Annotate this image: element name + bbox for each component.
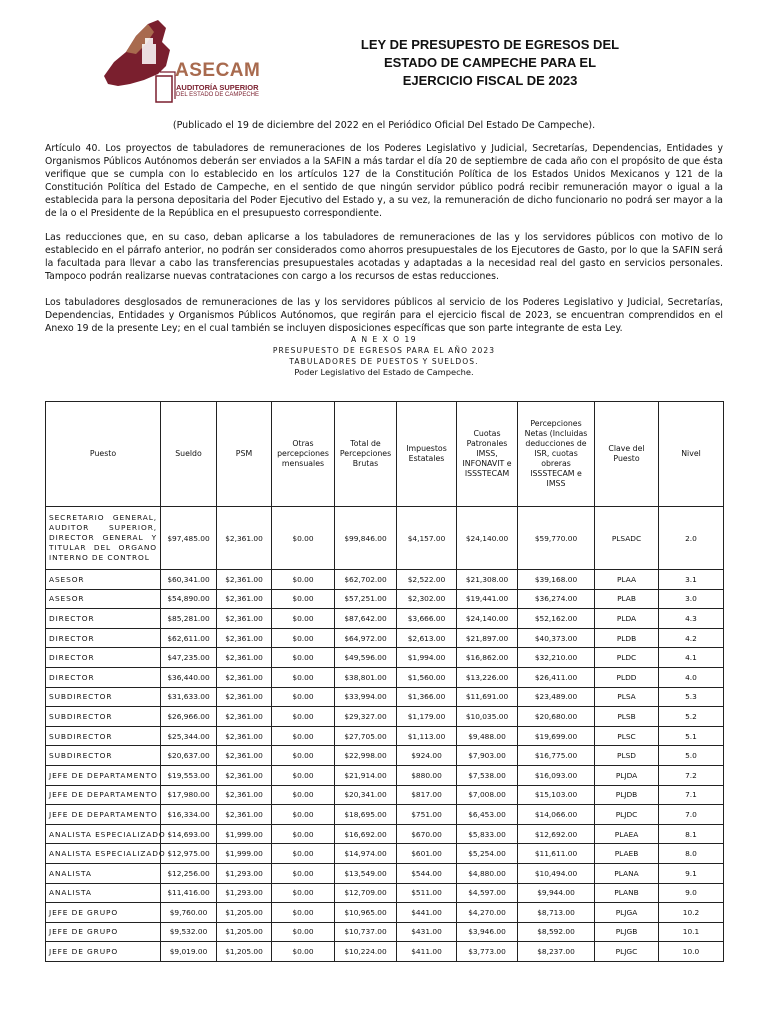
cell-impuestos: $2,522.00 xyxy=(397,570,457,590)
table-row xyxy=(46,570,724,590)
cell-impuestos: $1,994.00 xyxy=(397,648,457,668)
cell-nivel: 7.0 xyxy=(659,805,724,825)
cell-psm: $1,205.00 xyxy=(217,922,272,942)
header-sueldo: Sueldo xyxy=(161,402,217,507)
table-row xyxy=(46,863,724,883)
cell-sueldo: $36,440.00 xyxy=(161,667,217,687)
cell-clave: PLANB xyxy=(595,883,659,903)
cell-clave: PLDC xyxy=(595,648,659,668)
publication-note: (Publicado el 19 de diciembre del 2022 en el Periódico Oficial Del Estado De Campeche). xyxy=(172,120,596,131)
cell-puesto: ANALISTA ESPECIALIZADO xyxy=(46,844,161,864)
cell-puesto: SUBDIRECTOR xyxy=(46,726,161,746)
header-puesto: Puesto xyxy=(46,402,161,507)
cell-clave: PLSB xyxy=(595,707,659,727)
cell-clave: PLAEA xyxy=(595,824,659,844)
cell-cuotas: $10,035.00 xyxy=(457,707,518,727)
cell-impuestos: $544.00 xyxy=(397,863,457,883)
cell-total: $29,327.00 xyxy=(335,707,397,727)
cell-cuotas: $7,008.00 xyxy=(457,785,518,805)
cell-nivel: 7.1 xyxy=(659,785,724,805)
cell-sueldo: $9,019.00 xyxy=(161,942,217,962)
cell-clave: PLJDC xyxy=(595,805,659,825)
cell-impuestos: $511.00 xyxy=(397,883,457,903)
cell-sueldo: $47,235.00 xyxy=(161,648,217,668)
cell-total: $27,705.00 xyxy=(335,726,397,746)
header-impuestos: Impuestos Estatales xyxy=(397,402,457,507)
cell-netas: $12,692.00 xyxy=(518,824,595,844)
cell-clave: PLDD xyxy=(595,667,659,687)
table-row xyxy=(46,707,724,727)
header-clave-puesto: Clave del Puesto xyxy=(595,402,659,507)
cell-psm: $2,361.00 xyxy=(217,687,272,707)
document-title xyxy=(330,36,650,90)
cell-nivel: 2.0 xyxy=(659,507,724,570)
annex-tabulators-title: TABULADORES DE PUESTOS Y SUELDOS. xyxy=(289,357,479,366)
cell-sueldo: $31,633.00 xyxy=(161,687,217,707)
cell-psm: $2,361.00 xyxy=(217,507,272,570)
table-row xyxy=(46,746,724,766)
cell-clave: PLDA xyxy=(595,609,659,629)
header-percepciones-netas: Percepciones Netas (Incluidas deducciones de ISR, cuotas obreras ISSSTECAM e IMSS xyxy=(518,402,595,507)
cell-nivel: 9.0 xyxy=(659,883,724,903)
cell-total: $13,549.00 xyxy=(335,863,397,883)
cell-otras: $0.00 xyxy=(272,687,335,707)
cell-netas: $15,103.00 xyxy=(518,785,595,805)
cell-psm: $2,361.00 xyxy=(217,648,272,668)
cell-psm: $1,293.00 xyxy=(217,863,272,883)
header-total-percepciones: Total de Percepciones Brutas xyxy=(335,402,397,507)
cell-impuestos: $2,613.00 xyxy=(397,628,457,648)
annex-budget-title: PRESUPUESTO DE EGRESOS PARA EL AÑO 2023 xyxy=(272,346,496,355)
cell-nivel: 5.1 xyxy=(659,726,724,746)
cell-psm: $2,361.00 xyxy=(217,609,272,629)
header-otras-percepciones: Otras percepciones mensuales xyxy=(272,402,335,507)
cell-psm: $1,205.00 xyxy=(217,903,272,923)
cell-psm: $2,361.00 xyxy=(217,570,272,590)
table-row xyxy=(46,922,724,942)
cell-clave: PLAEB xyxy=(595,844,659,864)
cell-total: $38,801.00 xyxy=(335,667,397,687)
table-row xyxy=(46,648,724,668)
cell-netas: $8,713.00 xyxy=(518,903,595,923)
header-nivel: Nivel xyxy=(659,402,724,507)
cell-otras: $0.00 xyxy=(272,785,335,805)
cell-clave: PLJDA xyxy=(595,765,659,785)
cell-clave: PLAA xyxy=(595,570,659,590)
table-row xyxy=(46,667,724,687)
cell-cuotas: $4,270.00 xyxy=(457,903,518,923)
cell-cuotas: $24,140.00 xyxy=(457,609,518,629)
cell-nivel: 3.1 xyxy=(659,570,724,590)
cell-total: $12,709.00 xyxy=(335,883,397,903)
cell-impuestos: $880.00 xyxy=(397,765,457,785)
cell-impuestos: $4,157.00 xyxy=(397,507,457,570)
table-row xyxy=(46,628,724,648)
cell-netas: $23,489.00 xyxy=(518,687,595,707)
cell-cuotas: $4,597.00 xyxy=(457,883,518,903)
title-line-3: EJERCICIO FISCAL DE 2023 xyxy=(402,73,578,88)
cell-impuestos: $924.00 xyxy=(397,746,457,766)
cell-puesto: JEFE DE DEPARTAMENTO xyxy=(46,785,161,805)
cell-puesto: JEFE DE GRUPO xyxy=(46,903,161,923)
cell-puesto: JEFE DE GRUPO xyxy=(46,922,161,942)
cell-puesto: JEFE DE GRUPO xyxy=(46,942,161,962)
cell-puesto: DIRECTOR xyxy=(46,667,161,687)
cell-total: $87,642.00 xyxy=(335,609,397,629)
cell-clave: PLSADC xyxy=(595,507,659,570)
cell-psm: $2,361.00 xyxy=(217,589,272,609)
table-row xyxy=(46,883,724,903)
cell-cuotas: $11,691.00 xyxy=(457,687,518,707)
cell-total: $57,251.00 xyxy=(335,589,397,609)
cell-sueldo: $17,980.00 xyxy=(161,785,217,805)
cell-clave: PLAB xyxy=(595,589,659,609)
cell-cuotas: $5,254.00 xyxy=(457,844,518,864)
cell-total: $33,994.00 xyxy=(335,687,397,707)
annex-heading xyxy=(0,334,768,378)
logo-subtitle-2: DEL ESTADO DE CAMPECHE xyxy=(176,92,260,98)
cell-nivel: 4.1 xyxy=(659,648,724,668)
cell-otras: $0.00 xyxy=(272,507,335,570)
cell-netas: $9,944.00 xyxy=(518,883,595,903)
table-row xyxy=(46,589,724,609)
cell-clave: PLSC xyxy=(595,726,659,746)
cell-cuotas: $16,862.00 xyxy=(457,648,518,668)
cell-impuestos: $2,302.00 xyxy=(397,589,457,609)
cell-otras: $0.00 xyxy=(272,570,335,590)
table-row xyxy=(46,903,724,923)
cell-nivel: 4.2 xyxy=(659,628,724,648)
cell-puesto: ASESOR xyxy=(46,589,161,609)
cell-puesto: JEFE DE DEPARTAMENTO xyxy=(46,765,161,785)
cell-impuestos: $751.00 xyxy=(397,805,457,825)
cell-puesto: ANALISTA xyxy=(46,863,161,883)
cell-sueldo: $19,553.00 xyxy=(161,765,217,785)
table-row xyxy=(46,765,724,785)
cell-nivel: 8.1 xyxy=(659,824,724,844)
table-row xyxy=(46,507,724,570)
cell-total: $20,341.00 xyxy=(335,785,397,805)
cell-netas: $11,611.00 xyxy=(518,844,595,864)
cell-otras: $0.00 xyxy=(272,726,335,746)
cell-netas: $52,162.00 xyxy=(518,609,595,629)
cell-nivel: 5.0 xyxy=(659,746,724,766)
cell-otras: $0.00 xyxy=(272,903,335,923)
cell-otras: $0.00 xyxy=(272,863,335,883)
cell-total: $10,224.00 xyxy=(335,942,397,962)
cell-cuotas: $3,946.00 xyxy=(457,922,518,942)
logo-subtitle: AUDITORÍA SUPERIOR xyxy=(176,83,259,92)
cell-total: $99,846.00 xyxy=(335,507,397,570)
table-row xyxy=(46,609,724,629)
cell-otras: $0.00 xyxy=(272,942,335,962)
cell-puesto: SUBDIRECTOR xyxy=(46,687,161,707)
logo-name: ASECAM xyxy=(175,60,261,81)
cell-puesto: SECRETARIO GENERAL, AUDITOR SUPERIOR, DIRECTOR GENERAL Y TITULAR DEL ORGANO INTERNO DE CONTROL xyxy=(46,507,161,570)
cell-netas: $32,210.00 xyxy=(518,648,595,668)
cell-psm: $2,361.00 xyxy=(217,707,272,727)
cell-otras: $0.00 xyxy=(272,844,335,864)
salary-table xyxy=(45,401,724,962)
cell-cuotas: $13,226.00 xyxy=(457,667,518,687)
cell-puesto: ASESOR xyxy=(46,570,161,590)
cell-puesto: ANALISTA xyxy=(46,883,161,903)
cell-cuotas: $19,441.00 xyxy=(457,589,518,609)
cell-netas: $14,066.00 xyxy=(518,805,595,825)
cell-impuestos: $601.00 xyxy=(397,844,457,864)
cell-nivel: 5.3 xyxy=(659,687,724,707)
table-row xyxy=(46,726,724,746)
annex-number: A N E X O 19 xyxy=(351,335,417,344)
cell-psm: $1,999.00 xyxy=(217,824,272,844)
cell-psm: $1,205.00 xyxy=(217,942,272,962)
cell-puesto: ANALISTA ESPECIALIZADO xyxy=(46,824,161,844)
cell-impuestos: $1,113.00 xyxy=(397,726,457,746)
cell-netas: $39,168.00 xyxy=(518,570,595,590)
cell-total: $10,737.00 xyxy=(335,922,397,942)
paragraph-articulo-40: Artículo 40. Los proyectos de tabuladores de remuneraciones de los Poderes Legislativo y Judicial, Secretarías, Dependencias, Entidades y Organismos Públicos Autónomos deberán ser enviados a la SAFIN a más tardar el día 20 de septiembre de cada año con el propósito de que ésta verifique que se cumpla con lo establecido en los artículos 127 de la Constitución Política de los Estados Unidos Mexicanos y 121 de la Constitución Política del Estado de Campeche, en el sentido de que ningún servidor público podrá recibir remuneración mayor o igual a la establecida para la persona depositaria del Poder Ejecutivo del Estado y, a su vez, la remuneración de dicho funcionario no podrá ser mayor a la de la o el Presidente de la República en el presupuesto correspondiente. xyxy=(45,143,723,219)
cell-otras: $0.00 xyxy=(272,824,335,844)
table-row xyxy=(46,785,724,805)
cell-nivel: 10.1 xyxy=(659,922,724,942)
cell-otras: $0.00 xyxy=(272,746,335,766)
cell-total: $22,998.00 xyxy=(335,746,397,766)
table-row xyxy=(46,942,724,962)
cell-puesto: DIRECTOR xyxy=(46,648,161,668)
cell-cuotas: $6,453.00 xyxy=(457,805,518,825)
cell-psm: $2,361.00 xyxy=(217,805,272,825)
cell-impuestos: $1,179.00 xyxy=(397,707,457,727)
asecam-logo xyxy=(96,14,266,106)
cell-sueldo: $14,693.00 xyxy=(161,824,217,844)
cell-clave: PLJDB xyxy=(595,785,659,805)
cell-sueldo: $11,416.00 xyxy=(161,883,217,903)
cell-total: $18,695.00 xyxy=(335,805,397,825)
cell-total: $10,965.00 xyxy=(335,903,397,923)
cell-total: $49,596.00 xyxy=(335,648,397,668)
cell-clave: PLJGB xyxy=(595,922,659,942)
cell-nivel: 9.1 xyxy=(659,863,724,883)
cell-psm: $2,361.00 xyxy=(217,667,272,687)
cell-cuotas: $21,897.00 xyxy=(457,628,518,648)
cell-cuotas: $7,538.00 xyxy=(457,765,518,785)
title-line-1: LEY DE PRESUPESTO DE EGRESOS DEL xyxy=(360,37,620,52)
header-psm: PSM xyxy=(217,402,272,507)
cell-psm: $1,999.00 xyxy=(217,844,272,864)
cell-otras: $0.00 xyxy=(272,707,335,727)
cell-clave: PLANA xyxy=(595,863,659,883)
cell-netas: $59,770.00 xyxy=(518,507,595,570)
cell-otras: $0.00 xyxy=(272,589,335,609)
cell-sueldo: $62,611.00 xyxy=(161,628,217,648)
cell-nivel: 4.3 xyxy=(659,609,724,629)
cell-otras: $0.00 xyxy=(272,609,335,629)
cell-total: $21,914.00 xyxy=(335,765,397,785)
cell-sueldo: $20,637.00 xyxy=(161,746,217,766)
cell-impuestos: $431.00 xyxy=(397,922,457,942)
cell-nivel: 3.0 xyxy=(659,589,724,609)
cell-puesto: DIRECTOR xyxy=(46,628,161,648)
cell-psm: $2,361.00 xyxy=(217,765,272,785)
cell-puesto: JEFE DE DEPARTAMENTO xyxy=(46,805,161,825)
paragraph-reducciones: Las reducciones que, en su caso, deban aplicarse a los tabuladores de remuneraciones de las y los servidores públicos con motivo de lo establecido en el párrafo anterior, no podrán ser considerados como ahorros presupuestales de los Ejecutores de Gasto, por lo que la SAFIN será la facultada para llevar a cabo las transferencias presupuestales acotadas y adaptadas a la necesidad real del gasto en servicios personales. Tampoco podrán realizarse nuevas contrataciones con cargo a los recursos de estas reducciones. xyxy=(45,232,723,282)
cell-puesto: DIRECTOR xyxy=(46,609,161,629)
cell-netas: $8,237.00 xyxy=(518,942,595,962)
cell-otras: $0.00 xyxy=(272,667,335,687)
cell-sueldo: $54,890.00 xyxy=(161,589,217,609)
cell-cuotas: $5,833.00 xyxy=(457,824,518,844)
cell-sueldo: $9,760.00 xyxy=(161,903,217,923)
cell-cuotas: $21,308.00 xyxy=(457,570,518,590)
cell-clave: PLJGC xyxy=(595,942,659,962)
cell-netas: $10,494.00 xyxy=(518,863,595,883)
cell-impuestos: $670.00 xyxy=(397,824,457,844)
title-line-2: ESTADO DE CAMPECHE PARA EL xyxy=(383,55,597,70)
cell-nivel: 10.2 xyxy=(659,903,724,923)
cell-impuestos: $1,560.00 xyxy=(397,667,457,687)
cell-sueldo: $60,341.00 xyxy=(161,570,217,590)
cell-clave: PLSD xyxy=(595,746,659,766)
cell-sueldo: $97,485.00 xyxy=(161,507,217,570)
cell-impuestos: $441.00 xyxy=(397,903,457,923)
cell-nivel: 5.2 xyxy=(659,707,724,727)
cell-nivel: 10.0 xyxy=(659,942,724,962)
cell-total: $16,692.00 xyxy=(335,824,397,844)
cell-nivel: 7.2 xyxy=(659,765,724,785)
cell-otras: $0.00 xyxy=(272,922,335,942)
cell-netas: $19,699.00 xyxy=(518,726,595,746)
cell-cuotas: $24,140.00 xyxy=(457,507,518,570)
cell-otras: $0.00 xyxy=(272,648,335,668)
cell-cuotas: $4,880.00 xyxy=(457,863,518,883)
cell-puesto: SUBDIRECTOR xyxy=(46,746,161,766)
cell-netas: $20,680.00 xyxy=(518,707,595,727)
header-cuotas-patronales: Cuotas Patronales IMSS, INFONAVIT e ISSSTECAM xyxy=(457,402,518,507)
cell-netas: $16,775.00 xyxy=(518,746,595,766)
table-row xyxy=(46,805,724,825)
cell-clave: PLDB xyxy=(595,628,659,648)
cell-otras: $0.00 xyxy=(272,628,335,648)
cell-sueldo: $16,334.00 xyxy=(161,805,217,825)
cell-sueldo: $9,532.00 xyxy=(161,922,217,942)
cell-clave: PLSA xyxy=(595,687,659,707)
cell-cuotas: $9,488.00 xyxy=(457,726,518,746)
cell-sueldo: $12,256.00 xyxy=(161,863,217,883)
cell-netas: $26,411.00 xyxy=(518,667,595,687)
cell-psm: $2,361.00 xyxy=(217,746,272,766)
cell-sueldo: $12,975.00 xyxy=(161,844,217,864)
table-row xyxy=(46,824,724,844)
cell-cuotas: $3,773.00 xyxy=(457,942,518,962)
table-row xyxy=(46,687,724,707)
cell-netas: $16,093.00 xyxy=(518,765,595,785)
cell-netas: $40,373.00 xyxy=(518,628,595,648)
cell-psm: $1,293.00 xyxy=(217,883,272,903)
cell-impuestos: $3,666.00 xyxy=(397,609,457,629)
cell-cuotas: $7,903.00 xyxy=(457,746,518,766)
cell-sueldo: $25,344.00 xyxy=(161,726,217,746)
cell-impuestos: $817.00 xyxy=(397,785,457,805)
cell-puesto: SUBDIRECTOR xyxy=(46,707,161,727)
cell-total: $14,974.00 xyxy=(335,844,397,864)
cell-impuestos: $411.00 xyxy=(397,942,457,962)
cell-nivel: 4.0 xyxy=(659,667,724,687)
cell-total: $62,702.00 xyxy=(335,570,397,590)
cell-clave: PLJGA xyxy=(595,903,659,923)
cell-sueldo: $85,281.00 xyxy=(161,609,217,629)
cell-netas: $36,274.00 xyxy=(518,589,595,609)
cell-nivel: 8.0 xyxy=(659,844,724,864)
annex-entity: Poder Legislativo del Estado de Campeche. xyxy=(294,367,474,377)
cell-total: $64,972.00 xyxy=(335,628,397,648)
cell-sueldo: $26,966.00 xyxy=(161,707,217,727)
cell-netas: $8,592.00 xyxy=(518,922,595,942)
document-header xyxy=(0,0,768,115)
table-header-row xyxy=(46,402,724,507)
table-body xyxy=(46,507,724,962)
cell-psm: $2,361.00 xyxy=(217,726,272,746)
cell-psm: $2,361.00 xyxy=(217,785,272,805)
cell-otras: $0.00 xyxy=(272,765,335,785)
paragraph-tabuladores: Los tabuladores desglosados de remuneraciones de las y los servidores públicos al servicio de los Poderes Legislativo y Judicial, Secretarías, Dependencias, Entidades y Organismos Públicos Autónomos, que regirán para el ejercicio fiscal de 2023, se encuentran comprendidos en el Anexo 19 de la presente Ley; en el cual también se incluyen disposiciones específicas que son parte integrante de esta Ley. xyxy=(45,297,723,334)
cell-psm: $2,361.00 xyxy=(217,628,272,648)
table-row xyxy=(46,844,724,864)
cell-otras: $0.00 xyxy=(272,805,335,825)
campeche-map-icon xyxy=(96,14,176,106)
cell-otras: $0.00 xyxy=(272,883,335,903)
cell-impuestos: $1,366.00 xyxy=(397,687,457,707)
